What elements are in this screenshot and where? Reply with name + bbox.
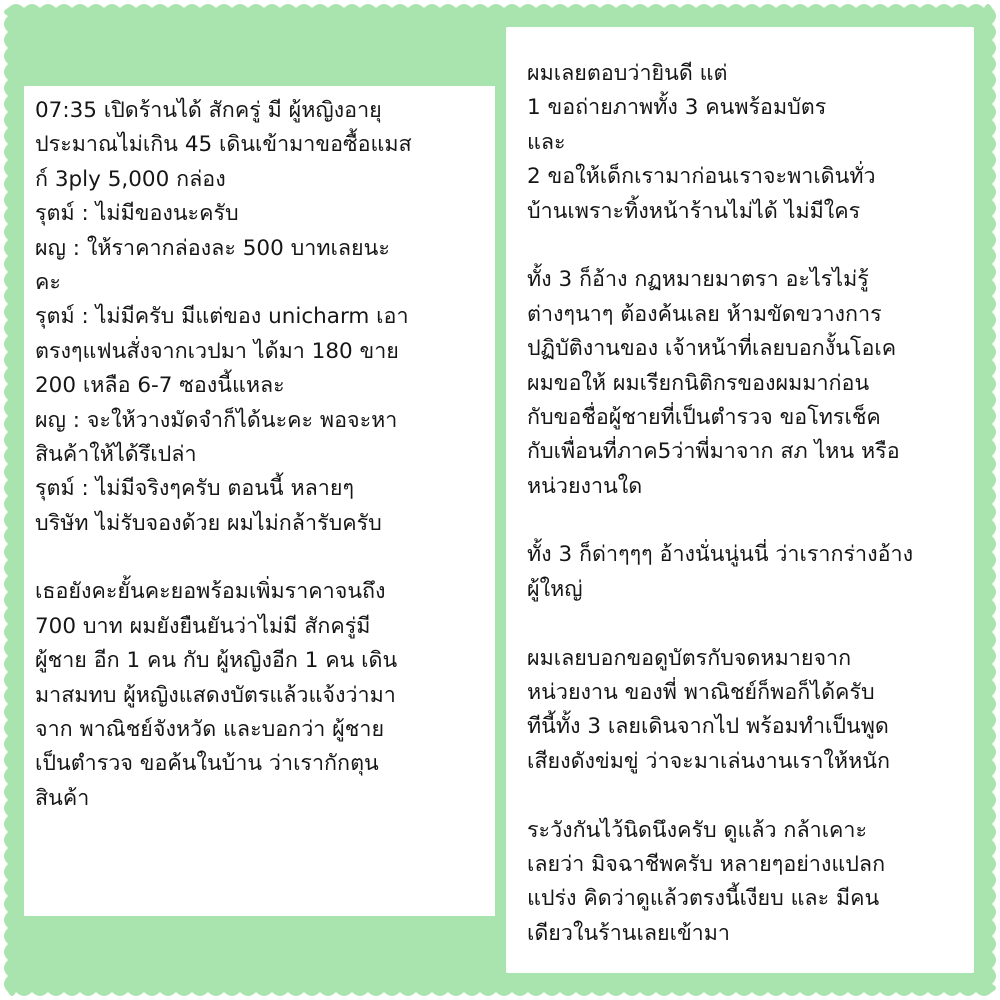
left-panel-text-line: เธอยังคะยั้นคะยอพร้อมเพิ่มราคาจนถึง (35, 579, 386, 605)
left-panel-blank-line (35, 541, 495, 575)
left-panel-text-line: ผญ : จะให้วางมัดจำก็ได้นะคะ พอจะหา (35, 407, 398, 433)
left-panel-text-line: สินค้า (35, 785, 90, 811)
left-panel-text-line: ผญ : ให้ราคากล่องละ 500 บาทเลยนะ (35, 235, 390, 261)
right-panel-text-line: เสียงดังข่มขู่ ว่าจะมาเล่นงานเราให้หนัก (527, 748, 890, 774)
left-panel-text-line: รุตม์ : ไม่มีจริงๆครับ ตอนนี้ หลายๆ (35, 476, 355, 502)
right-panel-text-line: ผมขอให้ ผมเรียกนิติกรของผมมาก่อน (527, 370, 870, 396)
right-panel-text-line: 1 ขอถ่ายภาพทั้ง 3 คนพร้อมบัตร (527, 95, 827, 121)
left-panel-text-line: จาก พาณิชย์จังหวัด และบอกว่า ผู้ชาย (35, 717, 385, 743)
right-panel-text-line: ผมเลยตอบว่ายินดี แต่ (527, 61, 728, 86)
right-panel-text-line: แปร่ง คิดว่าดูแล้วตรงนี้เงียบ และ มีคน (527, 886, 880, 912)
left-panel-text-line: ตรงๆแฟนสั่งจากเวปมา ได้มา 180 ขาย (35, 338, 399, 364)
right-panel-blank-line (527, 504, 974, 538)
left-panel-text-line: 07:35 เปิดร้านได้ สักครู่ มี ผู้หญิงอายุ (35, 98, 382, 123)
left-panel-text-line: รุตม์ : ไม่มีของนะครับ (35, 201, 239, 227)
right-panel-text-line: กับเพื่อนที่ภาค5ว่าพี่มาจาก สภ ไหน หรือ (527, 439, 900, 465)
right-panel-text-line: ผมเลยบอกขอดูบัตรกับจดหมายจาก (527, 645, 852, 671)
right-text-panel (506, 27, 974, 973)
right-panel-text-line: กับขอชื่อผู้ชายที่เป็นตำรวจ ขอโทรเช็ค (527, 404, 881, 430)
left-panel-text-line: คะ (35, 269, 61, 295)
right-panel-blank-line (527, 607, 974, 641)
left-panel-text-line: 700 บาท ผมยังยืนยันว่าไม่มี สักครู่มี (35, 613, 371, 639)
right-panel-text-line: ทั้ง 3 ก็อ้าง กฏหมายมาตรา อะไรไม่รู้ (527, 267, 869, 293)
left-panel-text-line: รุตม์ : ไม่มีครับ มีแต่ของ unicharm เอา (35, 304, 409, 330)
right-panel-text-line: 2 ขอให้เด็กเรามาก่อนเราจะพาเดินทั่ว (527, 164, 876, 190)
right-panel-text-line: ทีนี้ทั้ง 3 เลยเดินจากไป พร้อมทำเป็นพูด (527, 714, 889, 740)
right-panel-text-line: ทั้ง 3 ก็ด่าๆๆๆ อ้างนั่นนู่นนี่ ว่าเรากร่างอ้าง (527, 542, 914, 568)
right-panel-text-line: และ (527, 129, 566, 155)
right-panel-text-line: บ้านเพราะทิ้งหน้าร้านไม่ได้ ไม่มีใคร (527, 198, 861, 224)
right-panel-blank-line (527, 229, 974, 263)
right-panel-text-line: หน่วยงานใด (527, 473, 643, 499)
right-panel-text-line: หน่วยงาน ของพี่ พาณิชย์ก็พอก็ได้ครับ (527, 680, 875, 706)
left-panel-text-line: ก์ 3ply 5,000 กล่อง (35, 166, 226, 192)
left-text-panel (24, 86, 495, 916)
right-panel-blank-line (527, 779, 974, 813)
right-panel-text-line: ระวังกันไว้นิดนึงครับ ดูแล้ว กล้าเคาะ (527, 817, 868, 843)
right-panel-text-line: ผู้ใหญ่ (527, 576, 583, 602)
right-panel-text-line: ปฏิบัติงานของ เจ้าหน้าที่เลยบอกงั้นโอเค (527, 336, 897, 362)
right-panel-text-line: เลยว่า มิจฉาชีพครับ หลายๆอย่างแปลก (527, 851, 886, 877)
left-panel-text-line: ประมาณไม่เกิน 45 เดินเข้ามาขอซื้อแมส (35, 132, 412, 158)
right-panel-text-line: เดียวในร้านเลยเข้ามา (527, 920, 730, 946)
left-panel-text-line: 200 เหลือ 6-7 ซองนี้แหละ (35, 373, 285, 399)
left-panel-text-line: เป็นตำรวจ ขอค้นในบ้าน ว่าเรากักตุน (35, 751, 379, 777)
right-panel-text-line: ต่างๆนาๆ ต้องค้นเลย ห้ามขัดขวางการ (527, 301, 882, 327)
left-panel-text-line: บริษัท ไม่รับจองด้วย ผมไม่กล้ารับครับ (35, 510, 382, 536)
left-panel-text-line: มาสมทบ ผู้หญิงแสดงบัตรแล้วแจ้งว่ามา (35, 682, 396, 708)
left-panel-text-line: ผู้ชาย อีก 1 คน กับ ผู้หญิงอีก 1 คน เดิน (35, 648, 398, 674)
left-panel-text-line: สินค้าให้ได้รึเปล่า (35, 441, 197, 467)
